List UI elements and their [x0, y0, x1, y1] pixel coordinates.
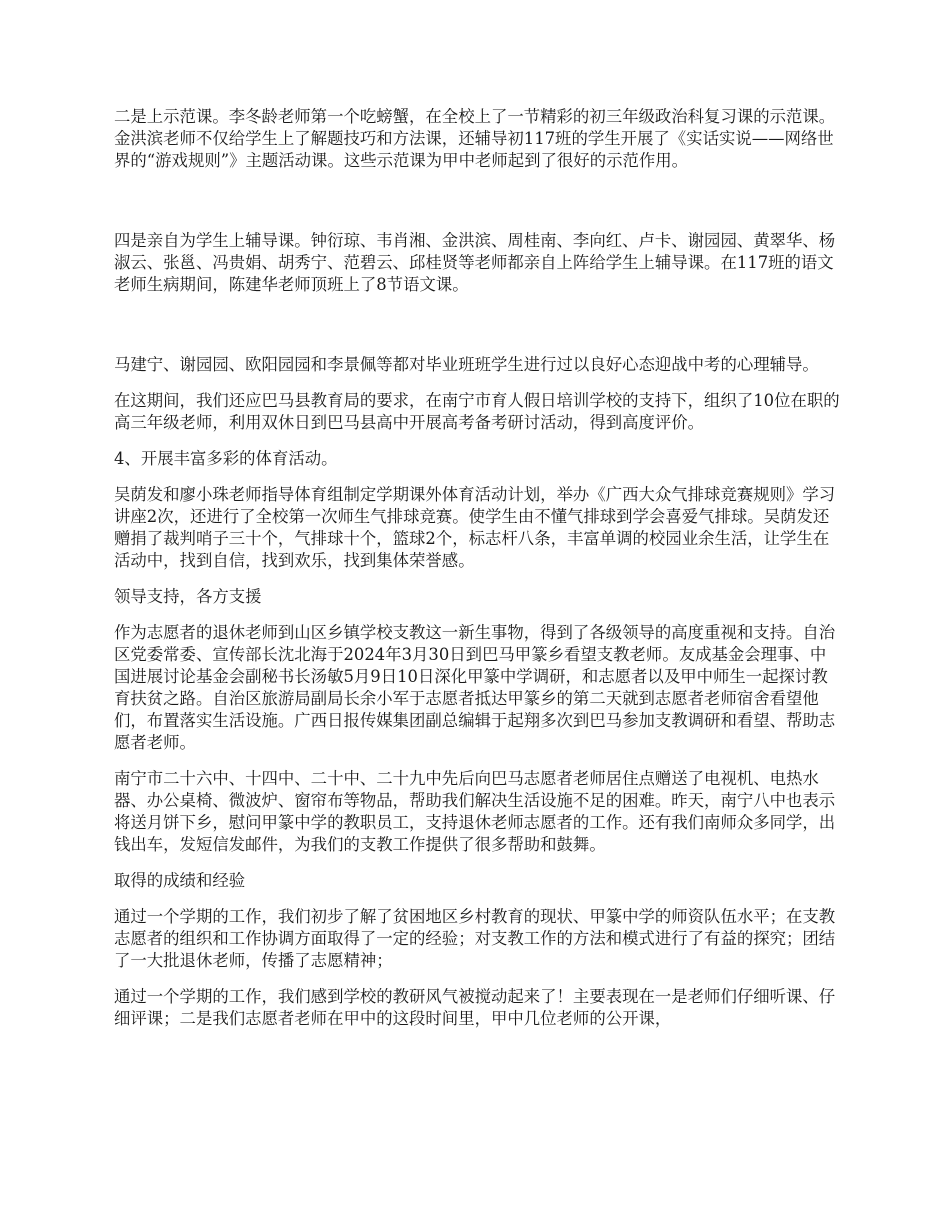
paragraph-psychological-counseling: 马建宁、谢园园、欧阳园园和李景佩等都对毕业班班学生进行过以良好心态迎战中考的心理辅导。 — [114, 355, 819, 374]
paragraph-donations: 南宁市二十六中、十四中、二十中、二十九中先后向巴马志愿者老师居住点赠送了电视机、电热水器、办公桌椅、微波炉、窗帘布等物品，帮助我们解决生活设施不足的困难。昨天，南宁八中也表示将送月饼下乡，慰问甲篆中学的教职员工，支持退休老师志愿者的工作。还有我们南师众多同学，出钱出车，发短信发邮件，为我们的支教工作提供了很多帮助和鼓舞。 — [114, 769, 836, 854]
paragraph-leadership-visits: 作为志愿者的退休老师到山区乡镇学校支教这一新生事物，得到了各级领导的高度重视和支持。自治区党委常委、宣传部长沈北海于2024年3月30日到巴马甲篆乡看望支教老师。友成基金会理事、中国进展讨论基金会副秘书长汤敏5月9日10日深化甲篆中学调研，和志愿者以及甲中师生一起探讨教育扶贫之路。自治区旅游局副局长余小军于志愿者抵达甲篆乡的第二天就到志愿者老师宿舍看望他们，布置落实生活设施。广西日报传媒集团副总编辑于起翔多次到巴马参加支教调研和看望、帮助志愿者老师。 — [114, 623, 836, 752]
paragraph-exam-seminar: 在这期间，我们还应巴马县教育局的要求，在南宁市育人假日培训学校的支持下，组织了10位在职的高三年级老师，利用双休日到巴马县高中开展高考备考研讨活动，得到高度评价。 — [114, 391, 840, 432]
section-heading-leadership-support: 领导支持，各方支援 — [114, 587, 262, 606]
paragraph-volleyball: 吴荫发和廖小珠老师指导体育组制定学期课外体育活动计划，举办《广西大众气排球竞赛规则》学习讲座2次，还进行了全校第一次师生气排球竞赛。使学生由不懂气排球到学会喜爱气排球。吴荫发还赠捐了裁判哨子三十个，气排球十个，篮球2个，标志杆八条，丰富单调的校园业余生活，让学生在活动中，找到自信，找到欢乐，找到集体荣誉感。 — [114, 485, 836, 570]
paragraph-demo-lessons: 二是上示范课。李冬龄老师第一个吃螃蟹，在全校上了一节精彩的初三年级政治科复习课的示范课。金洪滨老师不仅给学生上了解题技巧和方法课，还辅导初117班的学生开展了《实话实说——网络世界的“游戏规则”》主题活动课。这些示范课为甲中老师起到了很好的示范作用。 — [114, 107, 836, 170]
section-heading-achievements: 取得的成绩和经验 — [114, 871, 246, 890]
paragraph-experience: 通过一个学期的工作，我们初步了解了贫困地区乡村教育的现状、甲篆中学的师资队伍水平；在支教志愿者的组织和工作协调方面取得了一定的经验；对支教工作的方法和模式进行了有益的探究；团结了一大批退休老师，传播了志愿精神； — [114, 907, 836, 970]
section-heading-sports: 4、开展丰富多彩的体育活动。 — [114, 449, 338, 468]
paragraph-teaching-research: 通过一个学期的工作，我们感到学校的教研风气被搅动起来了！主要表现在一是老师们仔细听课、仔细评课；二是我们志愿者老师在甲中的这段时间里，甲中几位老师的公开课， — [114, 987, 836, 1028]
document-body — [114, 106, 842, 1044]
paragraph-tutoring-lessons: 四是亲自为学生上辅导课。钟衍琼、韦肖湘、金洪滨、周桂南、李向红、卢卡、谢园园、黄翠华、杨淑云、张邕、冯贵娟、胡秀宁、范碧云、邱桂贤等老师都亲自上阵给学生上辅导课。在117班的语文老师生病期间，陈建华老师顶班上了8节语文课。 — [114, 231, 836, 294]
